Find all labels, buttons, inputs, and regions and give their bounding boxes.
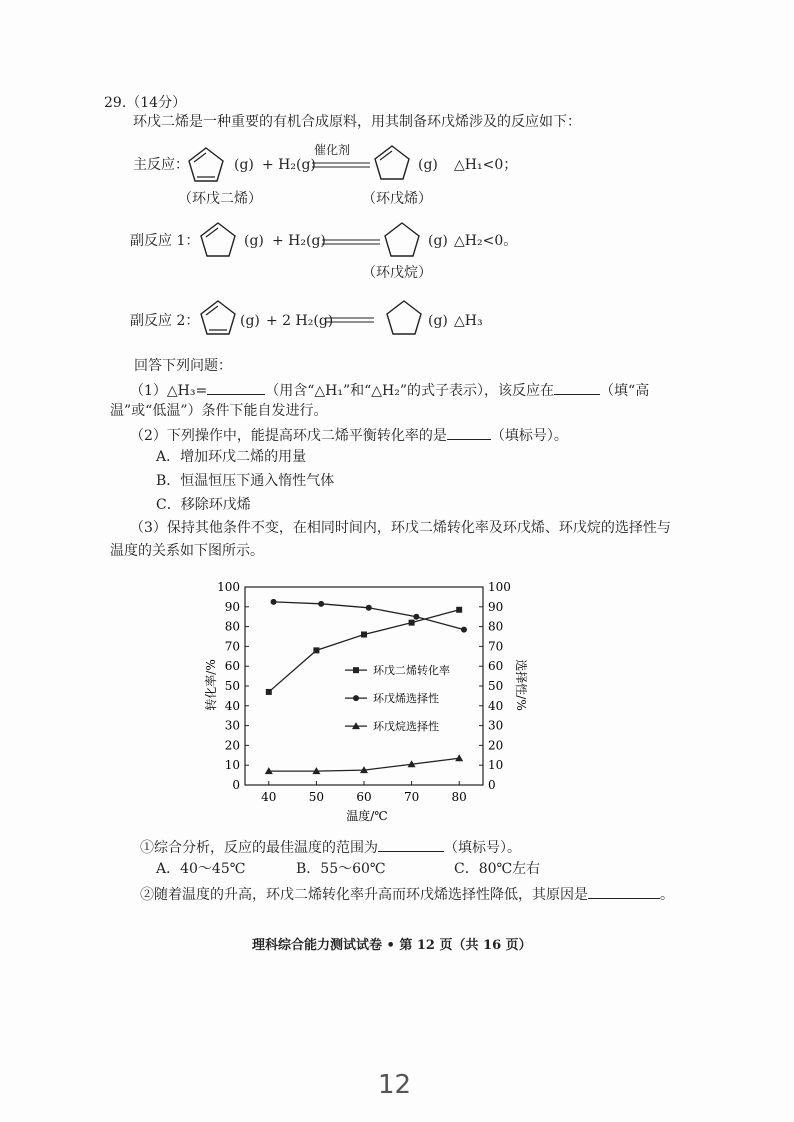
data-point-square bbox=[266, 689, 272, 695]
sub-question-1: ①综合分析，反应的最佳温度的范围为 （填标号）。 bbox=[140, 837, 521, 857]
question-number: 29.（14分） bbox=[104, 95, 187, 111]
data-point-square bbox=[313, 647, 319, 653]
state: (g) bbox=[240, 313, 260, 329]
y-tick-label-left: 100 bbox=[217, 580, 240, 594]
data-point-circle bbox=[271, 599, 277, 605]
footer: 理科综合能力测试试卷 • 第 12 页（共 16 页） bbox=[252, 938, 532, 953]
x-tick-label: 80 bbox=[451, 790, 467, 804]
enthalpy: △H₁<0； bbox=[454, 157, 518, 173]
cyclopentene-structure bbox=[372, 143, 412, 183]
y-tick-label-right: 30 bbox=[488, 718, 504, 733]
y-tick-label-right: 100 bbox=[488, 580, 511, 594]
equilibrium-arrow-icon bbox=[322, 239, 380, 245]
data-point-circle bbox=[318, 601, 324, 607]
sub-question-2: ②随着温度的升高，环戊二烯转化率升高而环戊烯选择性降低，其原因是 。 bbox=[140, 884, 674, 904]
reagent: + 2 H₂(g) bbox=[266, 313, 334, 329]
option-c: C．移除环戊烯 bbox=[156, 497, 251, 513]
y-tick-label-left: 70 bbox=[224, 639, 240, 654]
state: (g) bbox=[244, 233, 264, 249]
cyclopentane-structure bbox=[384, 298, 424, 338]
x-tick-label: 70 bbox=[403, 790, 420, 804]
question-3: （3）保持其他条件不变，在相同时间内，环戊二烯转化率及环戊烯、环戊烷的选择性与 bbox=[130, 520, 671, 536]
y-tick-label-left: 0 bbox=[232, 778, 240, 792]
option-b: B．55～60℃ bbox=[296, 861, 386, 877]
y-axis-right-label: 选择性/% bbox=[514, 659, 528, 711]
main-reaction-label: 主反应： bbox=[133, 157, 189, 173]
enthalpy: △H₂<0。 bbox=[454, 233, 518, 249]
y-tick-label-right: 70 bbox=[488, 639, 504, 654]
x-axis-label: 温度/℃ bbox=[346, 809, 388, 823]
legend-marker-square bbox=[353, 667, 359, 673]
side-reaction-1-label: 副反应 1： bbox=[130, 233, 200, 249]
legend-marker-circle bbox=[353, 695, 359, 701]
y-tick-label-right: 90 bbox=[488, 599, 504, 614]
plot-frame bbox=[245, 587, 483, 785]
data-point-square bbox=[361, 632, 367, 638]
question-3-cont: 温度的关系如下图所示。 bbox=[110, 543, 264, 559]
y-tick-label-left: 60 bbox=[224, 659, 240, 674]
question-1: （1）△H₃= （用含“△H₁”和“△H₂”的式子表示），该反应在 （填“高 bbox=[130, 380, 649, 400]
question-intro: 环戊二烯是一种重要的有机合成原料，用其制备环戊烯涉及的反应如下： bbox=[133, 114, 581, 130]
data-point-square bbox=[409, 620, 415, 626]
data-point-circle bbox=[461, 627, 467, 633]
y-tick-label-right: 40 bbox=[488, 698, 504, 713]
y-tick-label-left: 30 bbox=[224, 718, 240, 733]
question-2: （2）下列操作中，能提高环戊二烯平衡转化率的是 （填标号）。 bbox=[130, 425, 568, 445]
x-tick-label: 40 bbox=[261, 790, 277, 804]
x-tick-label: 60 bbox=[356, 790, 372, 804]
option-a: A．增加环戊二烯的用量 bbox=[156, 449, 307, 465]
question-1-cont: 温”或“低温”）条件下能自发进行。 bbox=[110, 403, 328, 419]
prompt: 回答下列问题： bbox=[134, 358, 232, 374]
y-tick-label-left: 10 bbox=[224, 758, 240, 773]
data-point-square bbox=[456, 607, 462, 613]
y-tick-label-right: 0 bbox=[488, 778, 496, 792]
catalyst-label: 催化剂 bbox=[314, 143, 351, 157]
y-tick-label-right: 80 bbox=[488, 619, 504, 634]
y-tick-label-left: 90 bbox=[224, 599, 240, 614]
answer-blank[interactable] bbox=[554, 380, 600, 395]
data-point-circle bbox=[366, 605, 372, 611]
y-tick-label-right: 50 bbox=[488, 679, 504, 693]
reagent: + H₂(g) bbox=[262, 157, 316, 173]
cyclopentadiene-structure bbox=[198, 298, 238, 338]
y-tick-label-left: 40 bbox=[224, 698, 240, 713]
answer-blank[interactable] bbox=[207, 380, 265, 395]
reactant-name: （环戊二烯） bbox=[178, 191, 262, 207]
state: (g) bbox=[428, 313, 448, 329]
side-reaction-2-label: 副反应 2： bbox=[130, 313, 200, 329]
y-tick-label-right: 60 bbox=[488, 659, 504, 674]
page-number: 12 bbox=[378, 1070, 412, 1100]
legend-label: 环戊烯选择性 bbox=[373, 692, 439, 706]
answer-blank[interactable] bbox=[588, 884, 660, 899]
series-line-square bbox=[269, 610, 459, 692]
option-a: A．40～45℃ bbox=[156, 861, 246, 877]
cyclopentadiene-structure bbox=[186, 145, 226, 185]
y-tick-label-left: 50 bbox=[224, 679, 240, 693]
state: (g) bbox=[428, 233, 448, 249]
y-axis-left-label: 转化率/% bbox=[204, 659, 218, 711]
product-name: （环戊烷） bbox=[362, 265, 432, 281]
y-tick-label-left: 80 bbox=[224, 619, 240, 634]
state: (g) bbox=[418, 157, 438, 173]
legend-label: 环戊烷选择性 bbox=[373, 720, 439, 734]
equilibrium-arrow-icon bbox=[326, 317, 384, 323]
answer-blank[interactable] bbox=[447, 425, 491, 440]
cyclopentene-structure bbox=[198, 220, 238, 260]
option-b: B．恒温恒压下通入惰性气体 bbox=[156, 473, 335, 489]
y-tick-label-right: 10 bbox=[488, 758, 504, 773]
cyclopentane-structure bbox=[382, 220, 422, 260]
equilibrium-arrow-icon bbox=[312, 162, 370, 168]
answer-blank[interactable] bbox=[378, 837, 444, 852]
reagent: + H₂(g) bbox=[272, 233, 326, 249]
product-name: （环戊烯） bbox=[362, 191, 432, 207]
enthalpy: △H₃ bbox=[454, 313, 483, 329]
x-tick-label: 50 bbox=[308, 790, 325, 804]
y-tick-label-left: 20 bbox=[224, 738, 240, 753]
data-point-circle bbox=[413, 614, 419, 620]
y-tick-label-right: 20 bbox=[488, 738, 504, 753]
data-point-triangle bbox=[455, 754, 463, 761]
option-c: C．80℃左右 bbox=[454, 861, 541, 877]
temperature-chart bbox=[195, 575, 535, 830]
state: (g) bbox=[234, 157, 254, 173]
legend-label: 环戊二烯转化率 bbox=[373, 664, 450, 678]
